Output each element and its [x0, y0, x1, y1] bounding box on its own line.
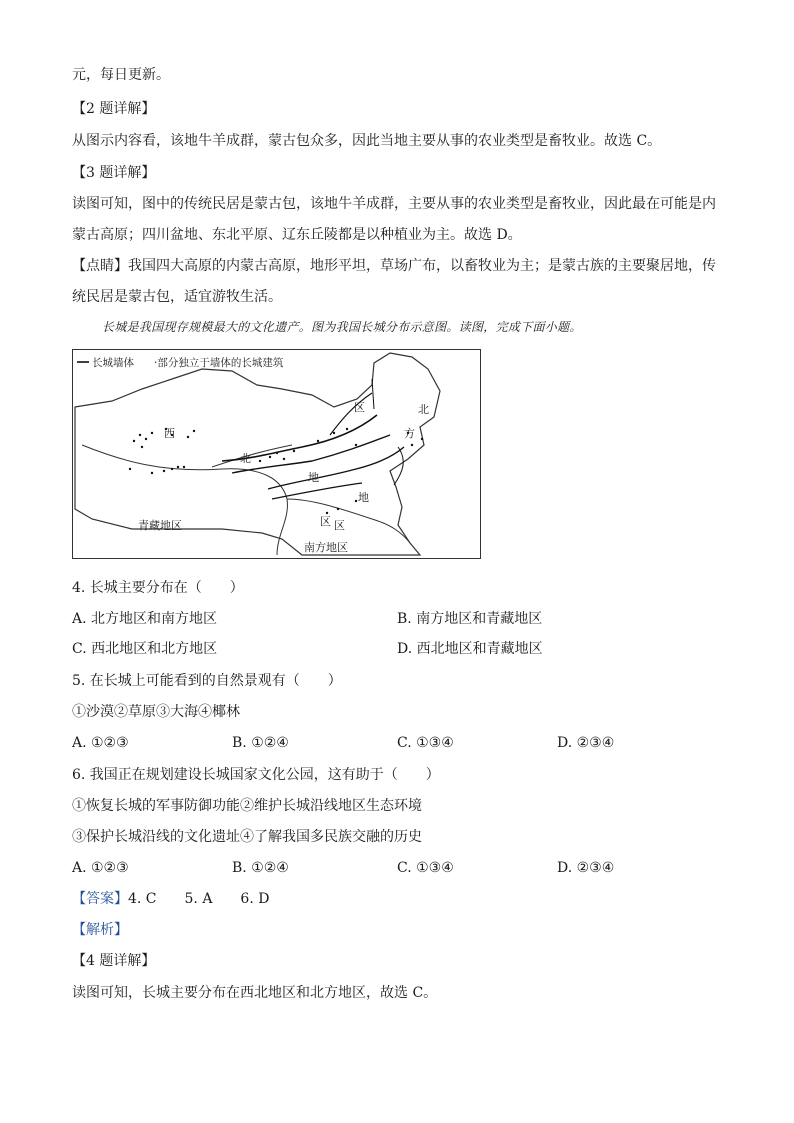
q5-option-a: A. ①②③ — [72, 735, 129, 751]
q6-option-b: B. ①②④ — [232, 860, 289, 876]
q5-stem: 5. 在长城上可能看到的自然景观有（ ） — [72, 673, 342, 689]
paragraph-q4: 读图可知，长城主要分布在西北地区和北方地区，故选 C。 — [72, 985, 438, 1001]
answer-label: 【答案】 — [72, 891, 128, 907]
answer-line — [72, 890, 269, 908]
q4-option-b: B. 南方地区和青藏地区 — [397, 611, 543, 627]
tip-label: 【点睛】 — [72, 258, 128, 274]
q6-option-a: A. ①②③ — [72, 860, 129, 876]
q6-items-2: ③保护长城沿线的文化遗址④了解我国多民族交融的历史 — [72, 829, 422, 845]
label-di-north: 地 — [308, 471, 319, 484]
q6-option-c: C. ①③④ — [397, 860, 454, 876]
analysis-label: 【解析】 — [72, 922, 128, 938]
q6-stem: 6. 我国正在规划建设长城国家文化公园，这有助于（ ） — [72, 767, 440, 783]
label-fang: 方 — [404, 427, 415, 440]
label-xi: 西 — [164, 427, 175, 440]
answer-text: 4. C 5. A 6. D — [128, 891, 270, 907]
q5-option-c: C. ①③④ — [397, 735, 454, 751]
paragraph-q3-line-1: 读图可知，图中的传统民居是蒙古包，该地牛羊成群，主要从事的农业类型是畜牧业，因此最在可能是内 — [72, 196, 716, 212]
paragraph-q2: 从图示内容看，该地牛羊成群，蒙古包众多，因此当地主要从事的农业类型是畜牧业。故选 C。 — [72, 133, 662, 149]
tip-line-1 — [72, 257, 716, 275]
q4-stem: 4. 长城主要分布在（ ） — [72, 580, 244, 596]
label-qingzang: 青藏地区 — [138, 519, 182, 532]
heading-q2-detail: 【2 题详解】 — [72, 101, 156, 117]
label-qu-south: 区 — [334, 519, 345, 532]
great-wall-map — [72, 349, 481, 559]
q5-items: ①沙漠②草原③大海④椰林 — [72, 704, 240, 720]
map-caption: 长城是我国现存规模最大的文化遗产。图为我国长城分布示意图。读图，完成下面小题。 — [102, 320, 582, 334]
tip-line-2: 统民居是蒙古包，适宜游牧生活。 — [72, 289, 282, 305]
label-qu-small: 区 — [320, 515, 331, 528]
q6-option-d: D. ②③④ — [557, 860, 615, 876]
q4-option-d: D. 西北地区和青藏地区 — [397, 641, 543, 657]
q4-option-a: A. 北方地区和南方地区 — [72, 611, 218, 627]
paragraph-line-1: 元，每日更新。 — [72, 67, 170, 83]
heading-q3-detail: 【3 题详解】 — [72, 165, 156, 181]
tip-text-1: 我国四大高原的内蒙古高原，地形平坦，草场广布，以畜牧业为主；是蒙古族的主要聚居地，传 — [128, 258, 716, 274]
label-bei-north: 北 — [418, 403, 429, 416]
label-bei-northwest: 北 — [240, 452, 251, 465]
legend-building-label: ·部分独立于墙体的长城建筑 — [154, 357, 284, 369]
heading-q4-detail: 【4 题详解】 — [72, 953, 156, 969]
label-di-east: 地 — [358, 491, 369, 504]
label-nanfang: 南方地区 — [304, 541, 348, 554]
paragraph-q3-line-2: 蒙古高原；四川盆地、东北平原、辽东丘陵都是以种植业为主。故选 D。 — [72, 227, 522, 243]
q4-option-c: C. 西北地区和北方地区 — [72, 641, 218, 657]
q5-option-b: B. ①②④ — [232, 735, 289, 751]
label-qu-north: 区 — [354, 401, 365, 414]
q6-items-1: ①恢复长城的军事防御功能②维护长城沿线地区生态环境 — [72, 798, 422, 814]
legend-wall-label: 长城墙体 — [92, 357, 134, 369]
q5-option-d: D. ②③④ — [557, 735, 615, 751]
